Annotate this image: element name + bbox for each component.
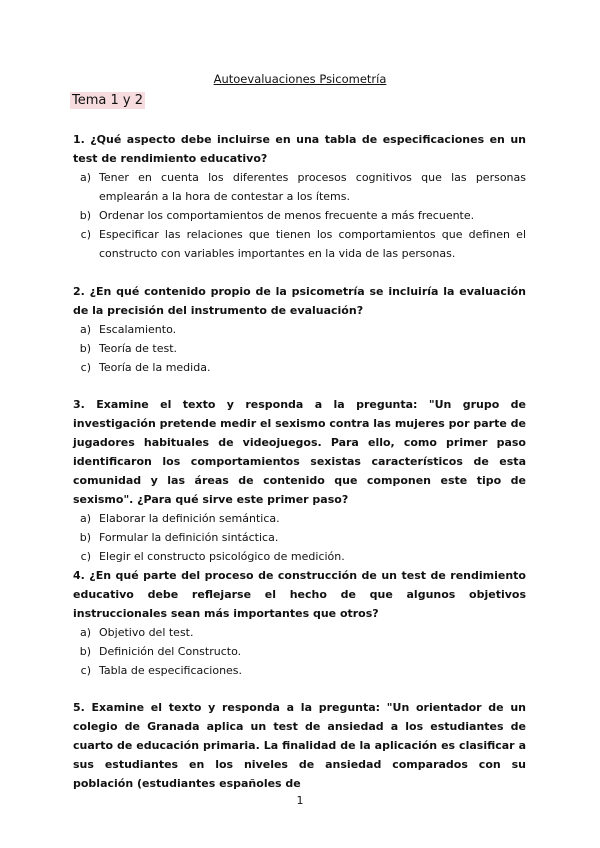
- option-letter: b): [79, 209, 91, 222]
- question-1: [73, 130, 526, 263]
- page-title: Autoevaluaciones Psicometría: [213, 72, 387, 86]
- question-text: 4. ¿En qué parte del proceso de construcción de un test de rendimiento educativo debe reflejarse el hecho de que algunos objetivos instruccionales sean más importantes que otros?: [73, 569, 526, 620]
- option-text: Especificar las relaciones que tienen los comportamientos que definen el constructo con variables importantes en la vida de las personas.: [99, 228, 526, 260]
- option-text: Escalamiento.: [99, 323, 177, 336]
- option-letter: b): [79, 342, 91, 355]
- question-2: [73, 282, 526, 377]
- option-letter: c): [80, 664, 91, 677]
- option-list: [73, 623, 526, 680]
- option-letter: c): [80, 361, 91, 374]
- option-item: [73, 339, 526, 358]
- option-letter: a): [79, 512, 91, 525]
- option-letter: a): [79, 171, 91, 184]
- option-text: Elegir el constructo psicológico de medición.: [99, 550, 345, 563]
- option-item: [73, 206, 526, 225]
- option-list: [73, 509, 526, 566]
- option-text: Tener en cuenta los diferentes procesos cognitivos que las personas emplearán a la hora de contestar a los ítems.: [99, 171, 526, 203]
- option-text: Tabla de especificaciones.: [99, 664, 243, 677]
- option-text: Objetivo del test.: [99, 626, 194, 639]
- question-4: [73, 566, 526, 680]
- option-text: Definición del Constructo.: [99, 645, 242, 658]
- option-item: [73, 358, 526, 377]
- option-list: [73, 320, 526, 377]
- option-list: [73, 168, 526, 263]
- option-item: [73, 509, 526, 528]
- question-text: 1. ¿Qué aspecto debe incluirse en una tabla de especificaciones en un test de rendimiento educativo?: [73, 133, 526, 165]
- option-text: Teoría de la medida.: [99, 361, 211, 374]
- option-item: [73, 642, 526, 661]
- option-text: Teoría de test.: [99, 342, 178, 355]
- question-text: 3. Examine el texto y responda a la pregunta: "Un grupo de investigación pretende medir el sexismo contra las mujeres por parte de jugadores habituales de videojuegos. Para ello, como primer paso identificaron los comportamientos sexistas característicos de esta comunidad y las áreas de contenido que componen este tipo de sexismo". ¿Para qué sirve este primer paso?: [73, 398, 526, 506]
- option-item: [73, 320, 526, 339]
- option-letter: a): [79, 323, 91, 336]
- question-text: 2. ¿En qué contenido propio de la psicometría se incluiría la evaluación de la precisión del instrumento de evaluación?: [73, 285, 526, 317]
- page-number: 1: [296, 794, 304, 807]
- option-letter: c): [80, 228, 91, 241]
- question-text: 5. Examine el texto y responda a la pregunta: "Un orientador de un colegio de Granada aplica un test de ansiedad a los estudiantes de cuarto de educación primaria. La finalidad de la aplicación es clasificar a sus estudiantes en los niveles de ansiedad comparados con su población (estudiantes españoles de: [73, 701, 526, 790]
- option-item: [73, 528, 526, 547]
- question-3: [73, 395, 526, 566]
- option-text: Ordenar los comportamientos de menos frecuente a más frecuente.: [99, 209, 475, 222]
- option-text: Elaborar la definición semántica.: [99, 512, 280, 525]
- option-item: [73, 168, 526, 206]
- option-item: [73, 661, 526, 680]
- option-letter: b): [79, 645, 91, 658]
- option-letter: b): [79, 531, 91, 544]
- question-5: [73, 698, 526, 793]
- option-text: Formular la definición sintáctica.: [99, 531, 279, 544]
- option-item: [73, 547, 526, 566]
- option-letter: a): [79, 626, 91, 639]
- option-item: [73, 225, 526, 263]
- option-item: [73, 623, 526, 642]
- option-letter: c): [80, 550, 91, 563]
- section-heading: Tema 1 y 2: [72, 93, 143, 108]
